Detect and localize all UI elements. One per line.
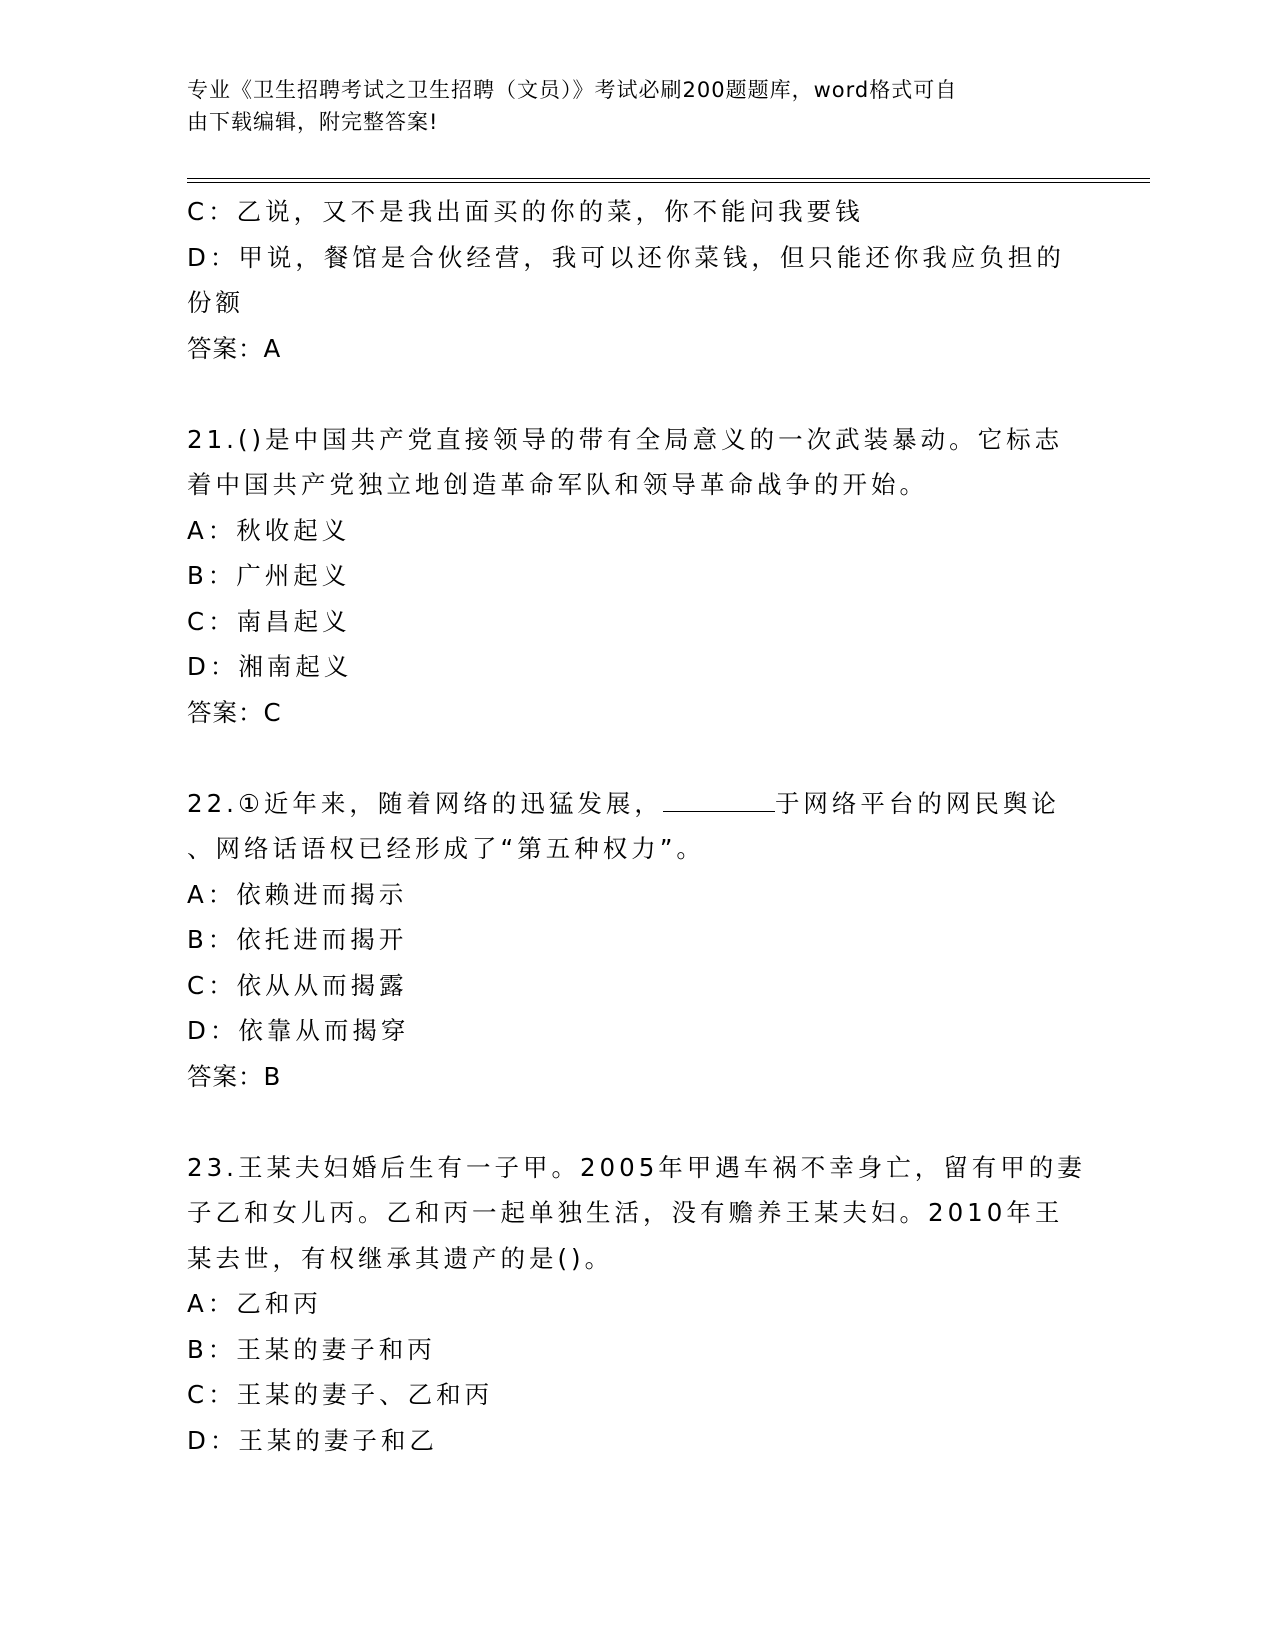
question-text-line-2: 子乙和女儿丙。乙和丙一起单独生活，没有赡养王某夫妇。2010年王 xyxy=(187,1198,1064,1227)
option-d-line-1: D：甲说，餐馆是合伙经营，我可以还你菜钱，但只能还你我应负担的 xyxy=(187,242,1065,272)
fill-in-blank xyxy=(663,787,775,812)
question-23 xyxy=(187,1145,1087,1464)
question-22 xyxy=(187,781,1087,1100)
question-text-line-1: 21.()是中国共产党直接领导的带有全局意义的一次武装暴动。它标志 xyxy=(187,424,1064,454)
option-c: C：南昌起义 xyxy=(187,606,351,636)
option-b: B：依托进而揭开 xyxy=(187,925,408,954)
option-d: D：王某的妻子和乙 xyxy=(187,1425,438,1455)
spacer xyxy=(187,735,1087,781)
option-c: C：依从从而揭露 xyxy=(187,970,408,1000)
answer: 答案：B xyxy=(187,1061,282,1091)
header-rule-bottom xyxy=(187,182,1150,183)
header-line-2: 由下载编辑，附完整答案! xyxy=(187,110,439,134)
option-d-line-2: 份额 xyxy=(187,288,244,317)
option-d: D：湘南起义 xyxy=(187,652,353,681)
spacer xyxy=(187,371,1087,417)
question-text-line-1: 23.王某夫妇婚后生有一子甲。2005年甲遇车祸不幸身亡，留有甲的妻 xyxy=(187,1152,1086,1182)
option-a: A：乙和丙 xyxy=(187,1289,322,1318)
option-c: C：王某的妻子、乙和丙 xyxy=(187,1380,494,1409)
header-rule-top xyxy=(187,178,1150,179)
question-text-line-2: 、网络话语权已经形成了“第五种权力”。 xyxy=(187,834,705,863)
question-20-tail xyxy=(187,189,1087,371)
option-a: A：依赖进而揭示 xyxy=(187,879,408,909)
option-c: C：乙说，又不是我出面买的你的菜，你不能问我要钱 xyxy=(187,197,864,226)
option-d: D：依靠从而揭穿 xyxy=(187,1016,410,1045)
answer: 答案：A xyxy=(187,333,282,363)
option-b: B：王某的妻子和丙 xyxy=(187,1334,436,1364)
answer: 答案：C xyxy=(187,697,282,727)
question-text-line-1 xyxy=(187,781,1087,827)
question-text-before-blank: 22.①近年来，随着网络的迅猛发展， xyxy=(187,788,663,818)
spacer xyxy=(187,1099,1087,1145)
page-header xyxy=(187,74,1067,138)
question-text-line-2: 着中国共产党独立地创造革命军队和领导革命战争的开始。 xyxy=(187,470,928,499)
question-text-line-3: 某去世，有权继承其遗产的是()。 xyxy=(187,1243,614,1273)
question-21 xyxy=(187,417,1087,736)
option-a: A：秋收起义 xyxy=(187,515,351,545)
option-b: B：广州起义 xyxy=(187,561,351,590)
document-body xyxy=(187,189,1087,1463)
header-line-1: 专业《卫生招聘考试之卫生招聘（文员）》考试必刷200题题库，word格式可自 xyxy=(187,78,958,102)
question-text-after-blank: 于网络平台的网民舆论 xyxy=(774,788,1060,818)
